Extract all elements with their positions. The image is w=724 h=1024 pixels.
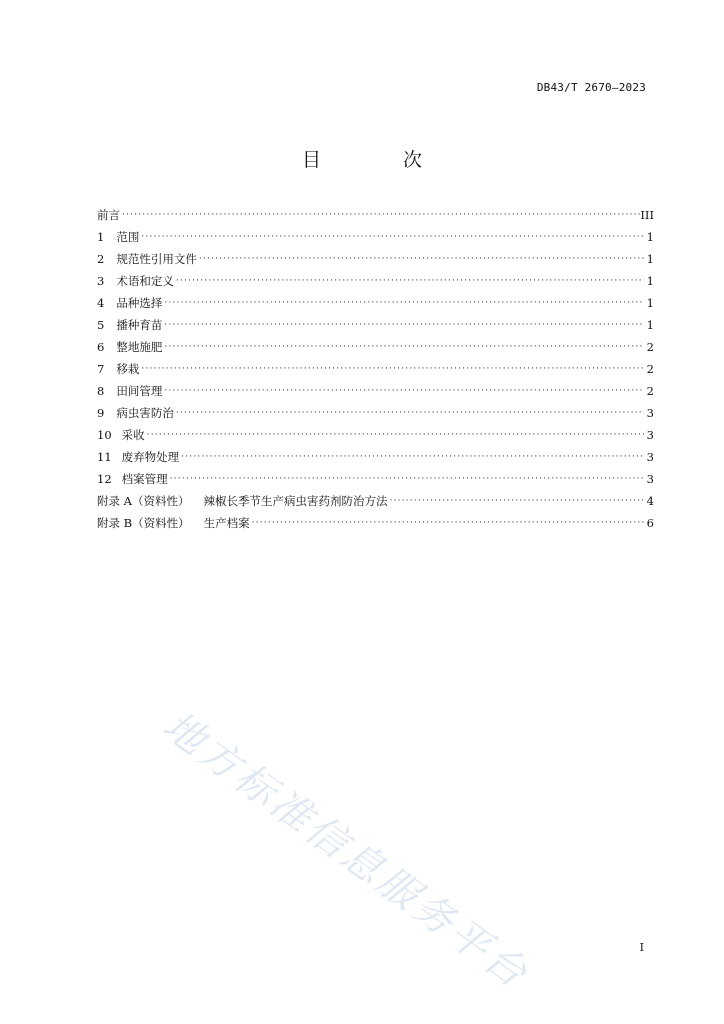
toc-dot-leader (139, 226, 644, 248)
document-code: DB43/T 2670—2023 (536, 81, 646, 94)
toc-entry[interactable] (97, 226, 654, 248)
toc-entry-number: 5 (97, 318, 105, 332)
toc-entry-page: III (640, 208, 654, 222)
toc-dot-leader (162, 336, 644, 358)
toc-entry-page: 1 (646, 252, 654, 266)
toc-dot-leader (174, 270, 644, 292)
toc-dot-leader (387, 490, 644, 512)
toc-entry[interactable] (97, 512, 654, 534)
toc-entry-title: 术语和定义 (116, 274, 174, 288)
toc-entry-title: 规范性引用文件 (116, 252, 197, 266)
toc-entry[interactable] (97, 490, 654, 512)
toc-dot-leader (120, 204, 640, 226)
toc-entry-page: 1 (646, 318, 654, 332)
toc-entry[interactable] (97, 446, 654, 468)
toc-entry-number: 8 (97, 384, 105, 398)
toc-entry[interactable] (97, 380, 654, 402)
toc-entry[interactable] (97, 358, 654, 380)
page-number: I (639, 941, 644, 954)
toc-dot-leader (174, 402, 644, 424)
toc-dot-leader (139, 358, 644, 380)
toc-entry[interactable] (97, 336, 654, 358)
toc-entry-page: 1 (646, 296, 654, 310)
toc-entry-title: 整地施肥 (116, 340, 163, 354)
toc-entry[interactable] (97, 424, 654, 446)
toc-dot-leader (162, 314, 644, 336)
toc-entry-page: 1 (646, 230, 654, 244)
toc-entry-page: 3 (646, 406, 654, 420)
toc-entry-number: 2 (97, 252, 105, 266)
toc-entry-title: 病虫害防治 (116, 406, 174, 420)
toc-entry-page: 6 (646, 516, 654, 530)
table-of-contents (97, 204, 654, 534)
toc-entry-title: 档案管理 (121, 472, 168, 486)
toc-entry-title: 播种育苗 (116, 318, 163, 332)
toc-entry-number: 4 (97, 296, 105, 310)
toc-entry-title: 田间管理 (116, 384, 163, 398)
toc-entry-page: 4 (646, 494, 654, 508)
toc-dot-leader (168, 468, 644, 490)
toc-dot-leader (197, 248, 644, 270)
toc-entry[interactable] (97, 402, 654, 424)
toc-entry[interactable] (97, 248, 654, 270)
toc-entry-number: 11 (97, 450, 112, 464)
toc-entry-number: 10 (97, 428, 112, 442)
toc-entry-title: 移栽 (116, 362, 140, 376)
toc-entry[interactable] (97, 468, 654, 490)
page-title: 目 次 (301, 149, 461, 171)
toc-entry-number: 6 (97, 340, 105, 354)
toc-entry-page: 3 (646, 428, 654, 442)
toc-entry[interactable] (97, 204, 654, 226)
toc-entry-page: 2 (646, 362, 654, 376)
toc-entry-page: 3 (646, 472, 654, 486)
toc-entry-number: 7 (97, 362, 105, 376)
toc-entry-page: 2 (646, 384, 654, 398)
toc-entry-number: 附录 A（资料性） (97, 494, 190, 508)
toc-entry-page: 2 (646, 340, 654, 354)
toc-entry-title: 废弃物处理 (121, 450, 180, 464)
toc-entry-title: 范围 (116, 230, 140, 244)
toc-dot-leader (250, 512, 644, 534)
toc-entry[interactable] (97, 270, 654, 292)
toc-dot-leader (179, 446, 644, 468)
toc-entry[interactable] (97, 314, 654, 336)
toc-entry-number: 12 (97, 472, 112, 486)
toc-entry-title: 生产档案 (203, 516, 250, 530)
toc-entry-number: 1 (97, 230, 105, 244)
toc-entry-number: 附录 B（资料性） (97, 516, 190, 530)
toc-entry-title: 品种选择 (116, 296, 163, 310)
toc-dot-leader (162, 292, 644, 314)
watermark-text: 地方标准信息服务平台 (154, 702, 538, 999)
toc-entry[interactable] (97, 292, 654, 314)
toc-entry-title: 前言 (97, 208, 120, 222)
toc-entry-number: 3 (97, 274, 105, 288)
toc-dot-leader (162, 380, 644, 402)
toc-entry-page: 1 (646, 274, 654, 288)
toc-entry-page: 3 (646, 450, 654, 464)
toc-entry-title: 采收 (121, 428, 145, 442)
toc-dot-leader (145, 424, 644, 446)
toc-entry-title: 辣椒长季节生产病虫害药剂防治方法 (203, 494, 388, 508)
toc-entry-number: 9 (97, 406, 105, 420)
